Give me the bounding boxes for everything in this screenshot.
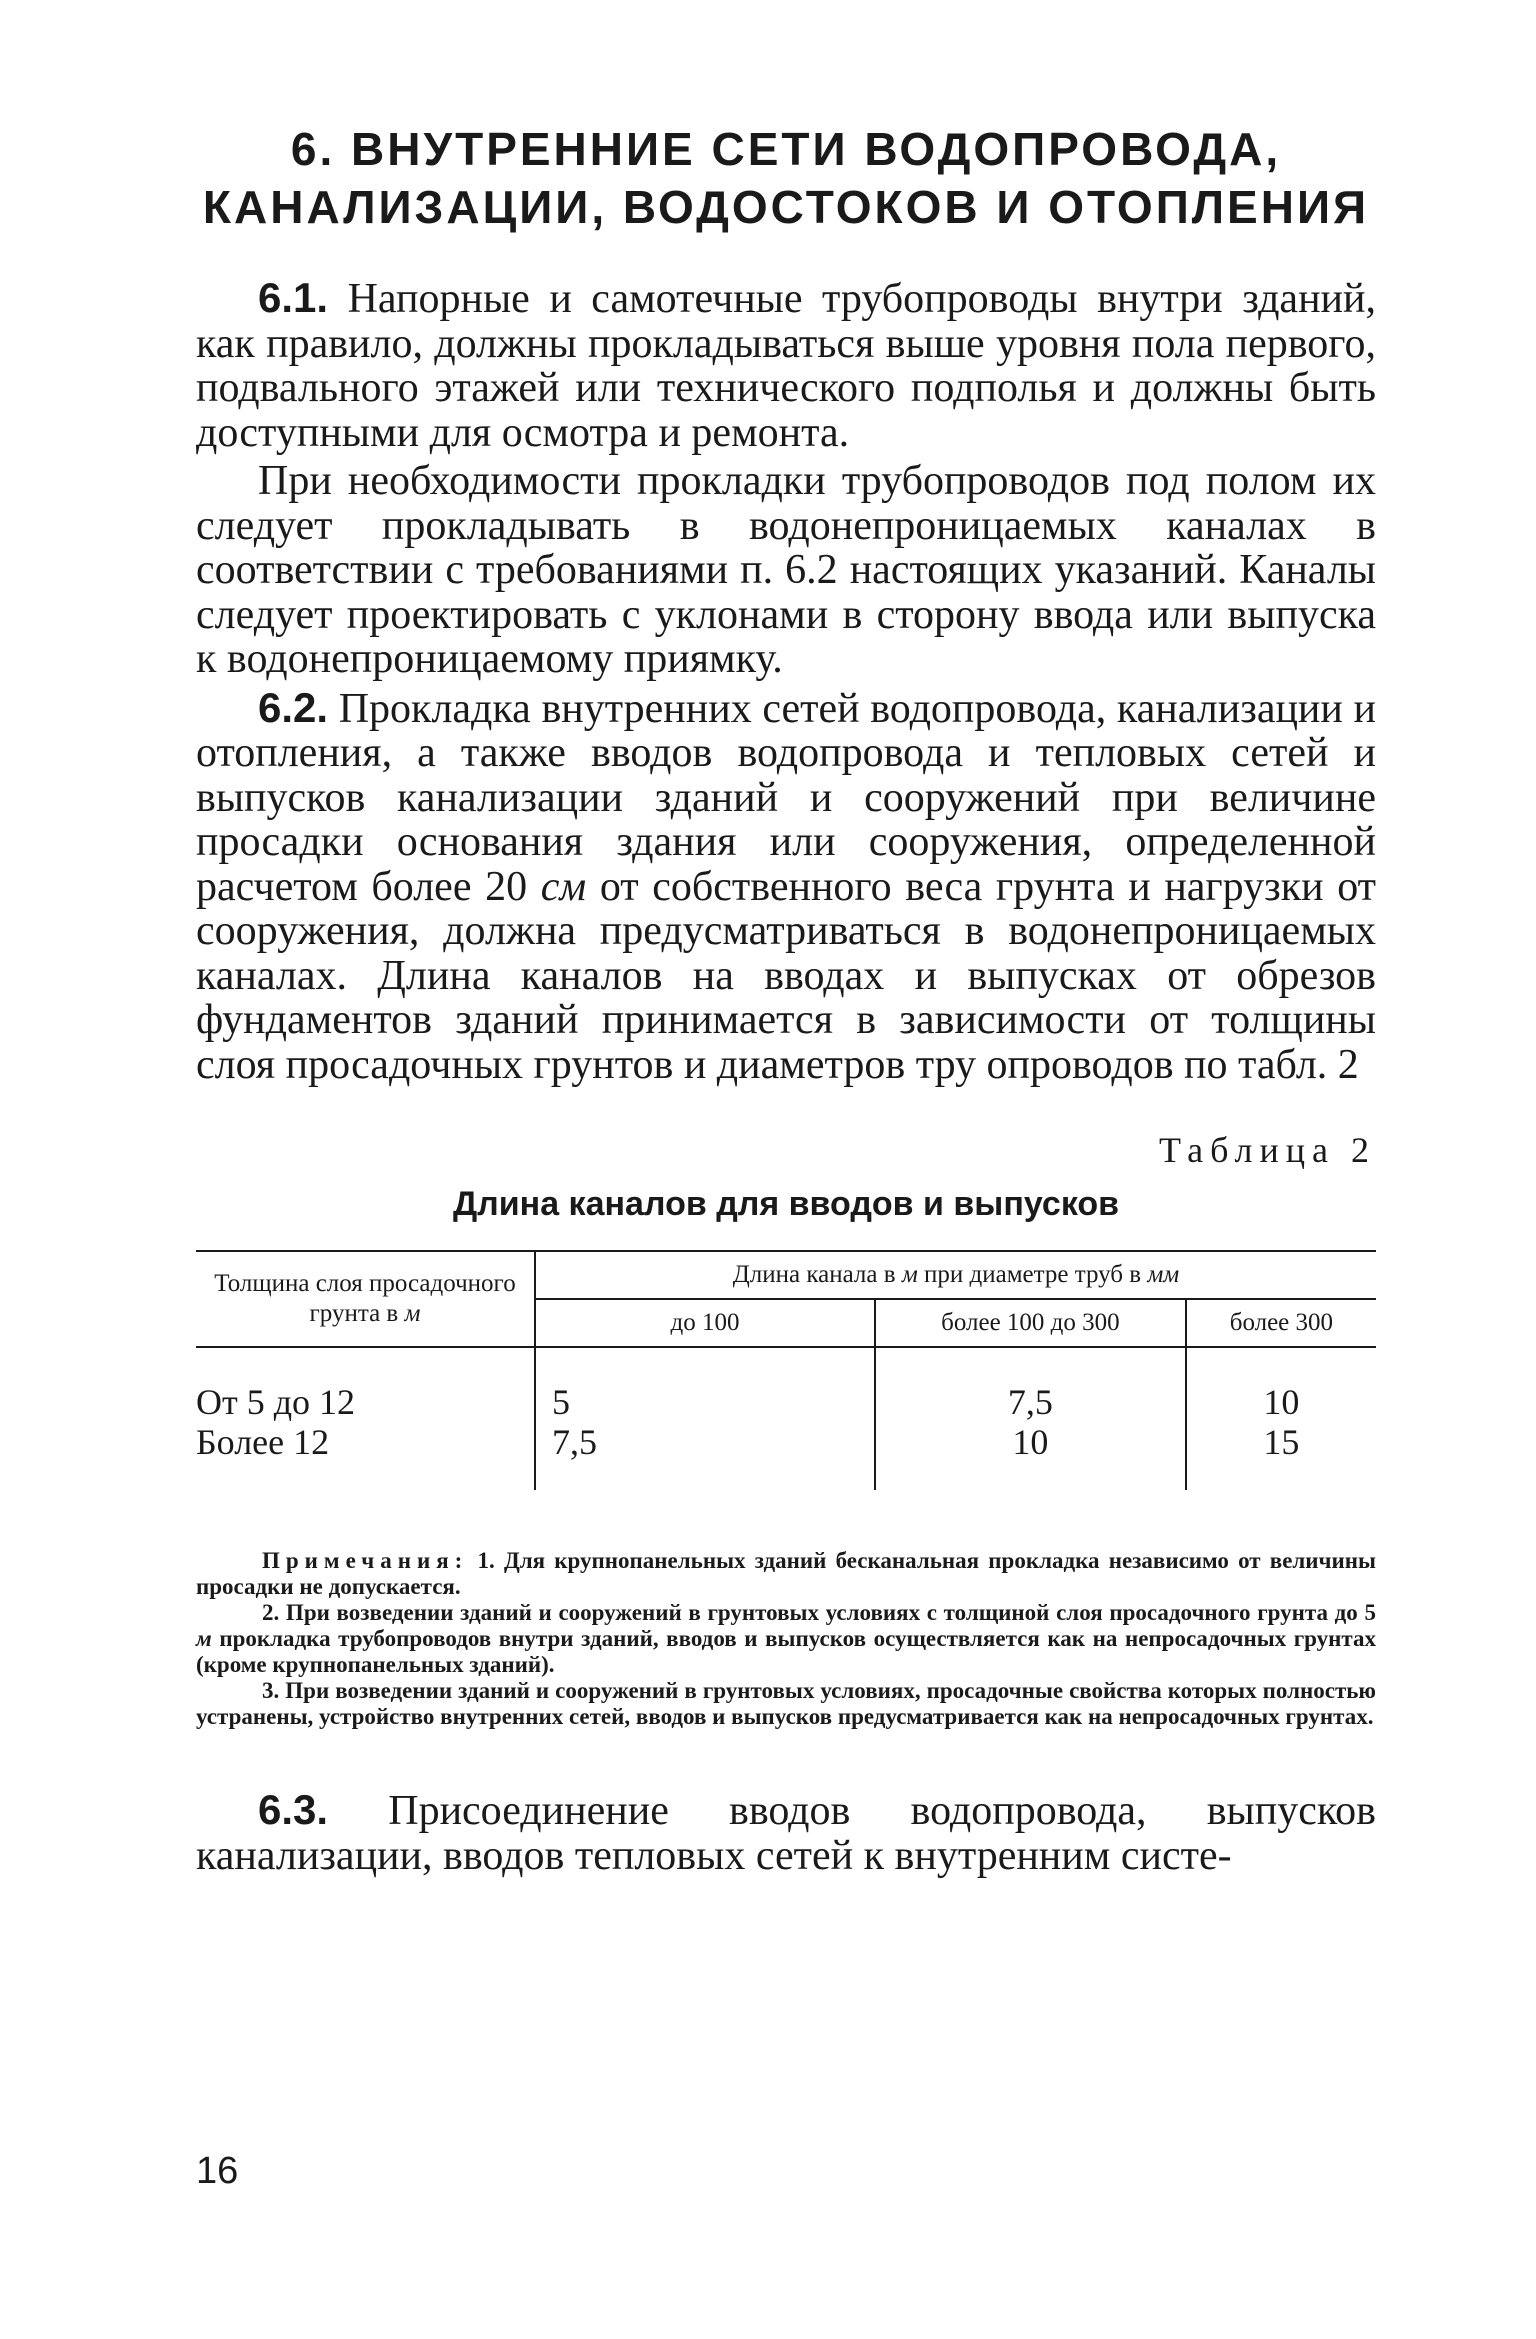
header-channel-length: Длина канала в м при диаметре труб в мм	[535, 1251, 1376, 1299]
channel-length-table	[196, 1250, 1376, 1490]
header-thickness: Толщина слоя просадочного грунта в м	[196, 1251, 535, 1347]
paragraph-text: Напорные и самотечные трубопроводы внутри зданий, как правило, должны прокладываться выше уровня пола первого, подвального этажей или технического подполья и должны быть доступными для осмотра и ремонта.	[196, 276, 1377, 456]
clause-number: 6.3.	[258, 1786, 329, 1833]
note-3: 3. При возведении зданий и сооружений в грунтовых условиях, просадочные свойства которых полностью устранены, устройство внутренних сетей, вводов и выпусков предусматривается как на непросадочных грунтах.	[196, 1678, 1376, 1729]
table-title: Длина каналов для вводов и выпусков	[452, 1185, 1120, 1223]
paragraph-text: от собственного веса грунта и нагрузки от сооружения, должна предусматриваться в водонепроницаемых каналах. Длина каналов на вводах и выпусках от обрезов фундаментов зданий принимается в зависимости от толщины слоя просадочных грунтов и диаметров тру опроводов по табл. 2	[196, 863, 1377, 1088]
paragraph-6-1	[196, 276, 1376, 455]
paragraph-text: Прокладка внутренних сетей водопровода, канализации и отопления, а также вводов водопровода и тепловых сетей и выпусков канализации зданий и сооружений при величине просадки основания здания или сооружения, определенной расчетом более 20	[196, 685, 1376, 910]
cell-thickness: От 5 до 12	[196, 1382, 356, 1422]
clause-number: 6.1.	[258, 274, 329, 321]
table-row	[196, 1422, 1376, 1490]
notes-lead: Примечания:	[262, 1548, 469, 1573]
subheader-diameter: более 100 до 300	[875, 1299, 1186, 1347]
section-heading	[196, 120, 1376, 236]
cell-value: 7,5	[875, 1347, 1186, 1422]
heading-line-2: КАНАЛИЗАЦИИ, ВОДОСТОКОВ И ОТОПЛЕНИЯ	[202, 181, 1370, 233]
paragraph-6-3	[196, 1788, 1376, 1878]
note-2: 2. При возведении зданий и сооружений в грунтовых условиях с толщиной слоя просадочного грунта до 5 м прокладка трубопроводов внутри зданий, вводов и выпусков осуществляется как на непросадочных грунтах (кроме крупнопанельных зданий).	[196, 1600, 1376, 1677]
table-notes	[196, 1548, 1376, 1730]
page	[196, 120, 1376, 1878]
table-row	[196, 1347, 1376, 1422]
subheader-diameter: более 300	[1186, 1299, 1376, 1347]
paragraph-6-2	[196, 683, 1377, 1088]
cell-thickness: Более 12	[196, 1422, 330, 1462]
note-1: Примечания: 1. Для крупнопанельных зданий бесканальная прокладка независимо от величины просадки не допускается.	[196, 1548, 1376, 1599]
heading-line-1: 6. ВНУТРЕННИЕ СЕТИ ВОДОПРОВОДА,	[290, 123, 1282, 175]
table-header-row	[196, 1251, 1376, 1299]
cell-value: 10	[875, 1422, 1186, 1490]
cell-value: 10	[1186, 1347, 1376, 1422]
cell-value: 15	[1186, 1422, 1376, 1490]
cell-value: 7,5	[535, 1422, 875, 1490]
cell-value: 5	[535, 1347, 875, 1422]
page-number: 16	[196, 2150, 239, 2192]
paragraph-text: При необходимости прокладки трубопроводов под полом их следует прокладывать в водонепроницаемых каналах в соответствии с требованиями п. 6.2 настоящих указаний. Каналы следует проектировать с уклонами в сторону ввода или выпуска к водонепроницаемому приямку.	[196, 458, 1376, 682]
paragraph-text: Присоединение вводов водопровода, выпусков канализации, вводов тепловых сетей к внутренним систе-	[196, 1788, 1376, 1879]
table-label: Таблица 2	[1159, 1130, 1376, 1170]
unit-text: см	[540, 863, 587, 910]
subheader-diameter: до 100	[535, 1299, 875, 1347]
clause-number: 6.2.	[258, 683, 329, 731]
paragraph-6-1-continued	[196, 459, 1376, 682]
